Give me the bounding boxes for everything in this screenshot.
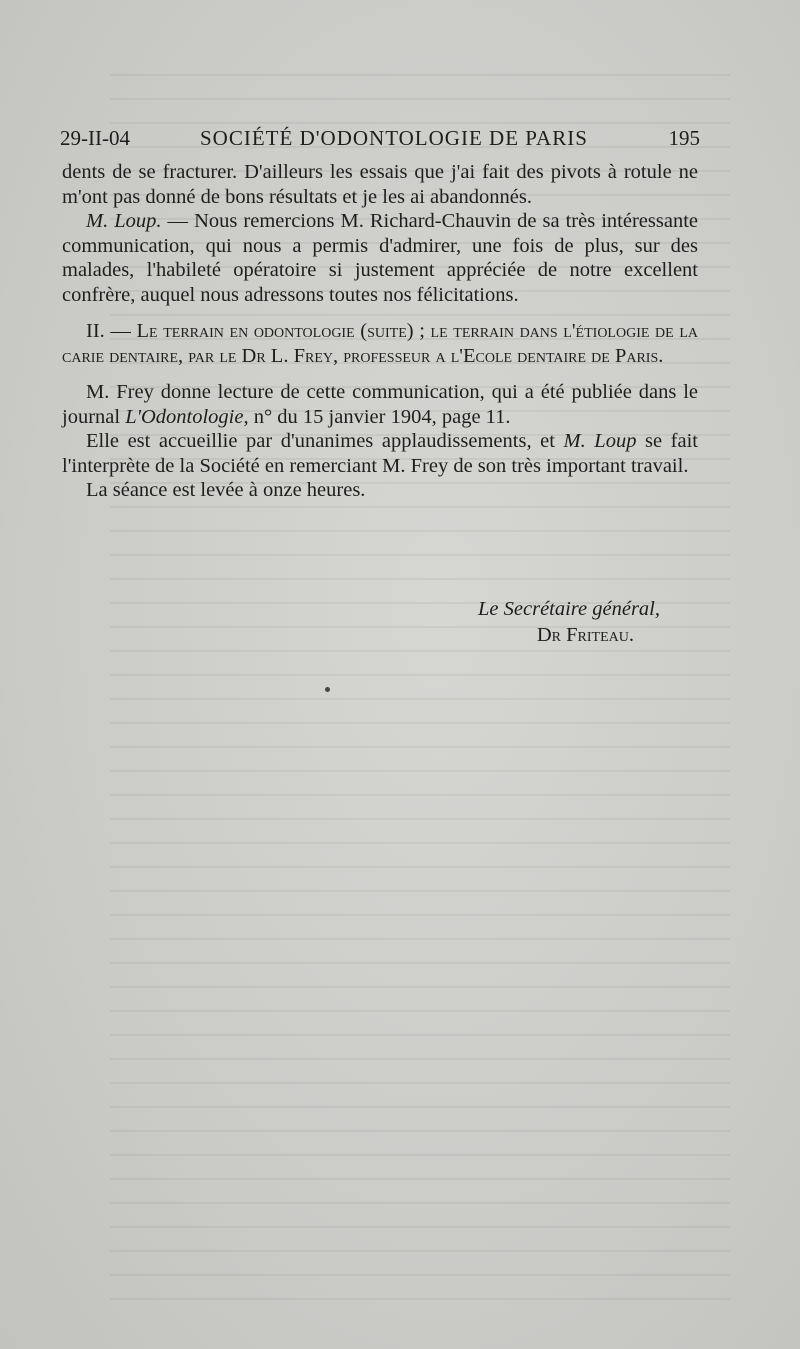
paragraph-2-text: — Nous remercions M. Richard-Chauvin de sa très intéressante communication, qui nous a permis d'admirer, une fois de plus, sur des malades, l'habileté opératoire si justement appréciée de notre excellent confrère, auquel nous adressons toutes nos félicitations. [62, 210, 698, 306]
paragraph-1: dents de se fracturer. D'ailleurs les essais que j'ai fait des pivots à rotule ne m'ont pas donné de bons résultats et je les ai abandonnés. [62, 161, 698, 208]
page-number: 195 [668, 126, 700, 150]
paragraph-3 [62, 380, 698, 429]
running-header [60, 126, 700, 152]
signature-name: Dr Friteau. [536, 624, 634, 646]
paragraph-2 [62, 209, 698, 307]
ink-speck [325, 687, 330, 692]
signature-role: Le Secrétaire général, [478, 598, 660, 620]
signature-block [478, 596, 660, 648]
section-heading: II. — Le terrain en odontologie (suite) ; le terrain dans l'étiologie de la carie dentaire, par le Dr L. Frey, professeur a l'Ecole dentaire de Paris. [62, 320, 698, 367]
paragraph-3-end: , n° du 15 janvier 1904, page 11. [243, 405, 511, 428]
paragraph-3-text: M. Frey donne lecture de cette communication, qui a été publiée dans le journal [62, 381, 698, 428]
member-name: M. Loup [563, 430, 637, 452]
header-date: 29-II-04 [60, 126, 130, 150]
paragraph-4-text: Elle est accueillie par d'unanimes applaudissements, et [86, 430, 564, 452]
paragraph-4 [62, 429, 698, 478]
paragraph-4-end: se fait l'interprète de la Société en remerciant M. Frey de son très important travail. [62, 430, 699, 477]
journal-name: L'Odontologie [125, 405, 244, 428]
speaker-name: M. Loup. [86, 210, 162, 232]
body-text [62, 160, 698, 503]
header-title: SOCIÉTÉ D'ODONTOLOGIE DE PARIS [200, 126, 588, 150]
paragraph-5: La séance est levée à onze heures. [86, 479, 366, 501]
